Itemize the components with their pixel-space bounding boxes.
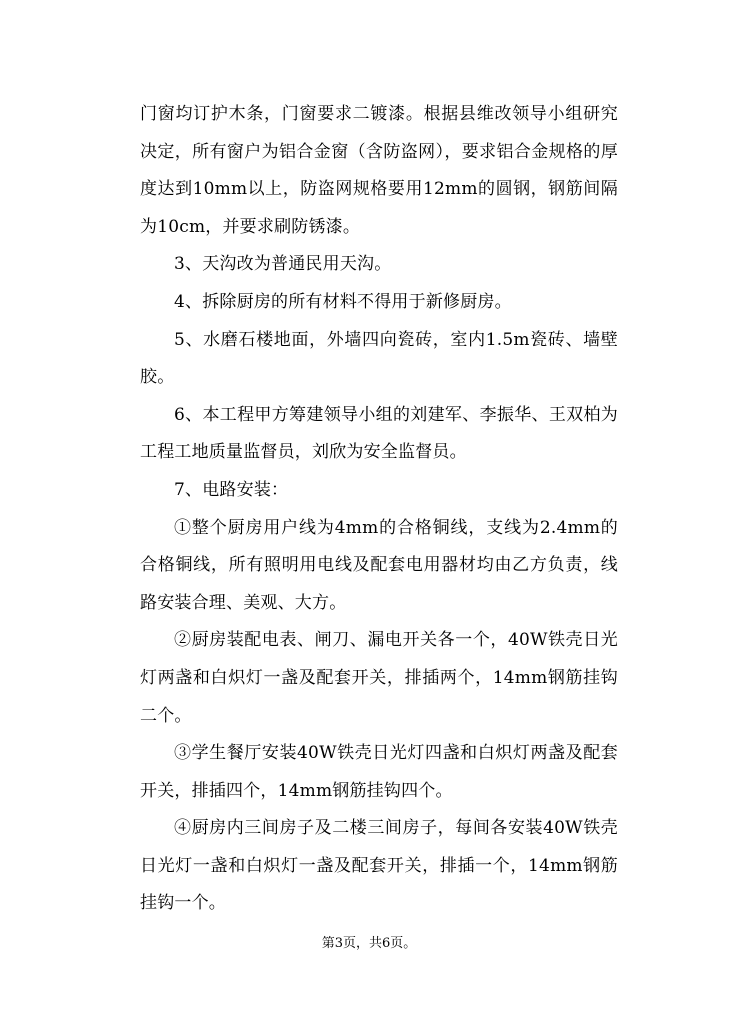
paragraph-item-3-gutter: 3、天沟改为普通民用天沟。 bbox=[174, 254, 392, 275]
paragraph-window-requirements: 门窗均订护木条，门窗要求二镀漆。根据县维改领导小组研究决定，所有窗户为铝合金窗（含防盗网），要求铝合金规格的厚度达到10mm以上，防盗网规格要用12mm的圆钢，钢筋间隔为10cm，并要求刷防锈漆。 bbox=[140, 104, 618, 237]
paragraph-item-7-heading: 7、电路安装： bbox=[174, 479, 289, 500]
paragraph-item-7-1-wiring: ①整个厨房用户线为4mm的合格铜线，支线为2.4mm的合格铜线，所有照明用电线及配套电用器材均由乙方负责，线路安装合理、美观、大方。 bbox=[140, 517, 618, 613]
document-body bbox=[140, 96, 618, 923]
paragraph-item-4-materials: 4、拆除厨房的所有材料不得用于新修厨房。 bbox=[174, 291, 512, 312]
paragraph-item-7-2-kitchen: ②厨房装配电表、闸刀、漏电开关各一个，40W铁壳日光灯两盏和白炽灯一盏及配套开关，排插两个，14mm钢筋挂钩二个。 bbox=[140, 630, 618, 726]
paragraph-item-5-flooring: 5、水磨石楼地面，外墙四向瓷砖，室内1.5m瓷砖、墙壁胶。 bbox=[140, 329, 618, 388]
paragraph-item-7-3-dining-hall: ③学生餐厅安装40W铁壳日光灯四盏和白炽灯两盏及配套开关，排插四个，14mm钢筋挂钩四个。 bbox=[140, 743, 618, 801]
paragraph-item-7-4-rooms: ④厨房内三间房子及二楼三间房子，每间各安装40W铁壳日光灯一盏和白炽灯一盏及配套开关，排插一个，14mm钢筋挂钩一个。 bbox=[140, 818, 618, 914]
page-number-footer: 第3页，共6页。 bbox=[321, 936, 417, 951]
paragraph-item-6-supervisors: 6、本工程甲方筹建领导小组的刘建军、李振华、王双柏为工程工地质量监督员，刘欣为安全监督员。 bbox=[140, 404, 618, 463]
